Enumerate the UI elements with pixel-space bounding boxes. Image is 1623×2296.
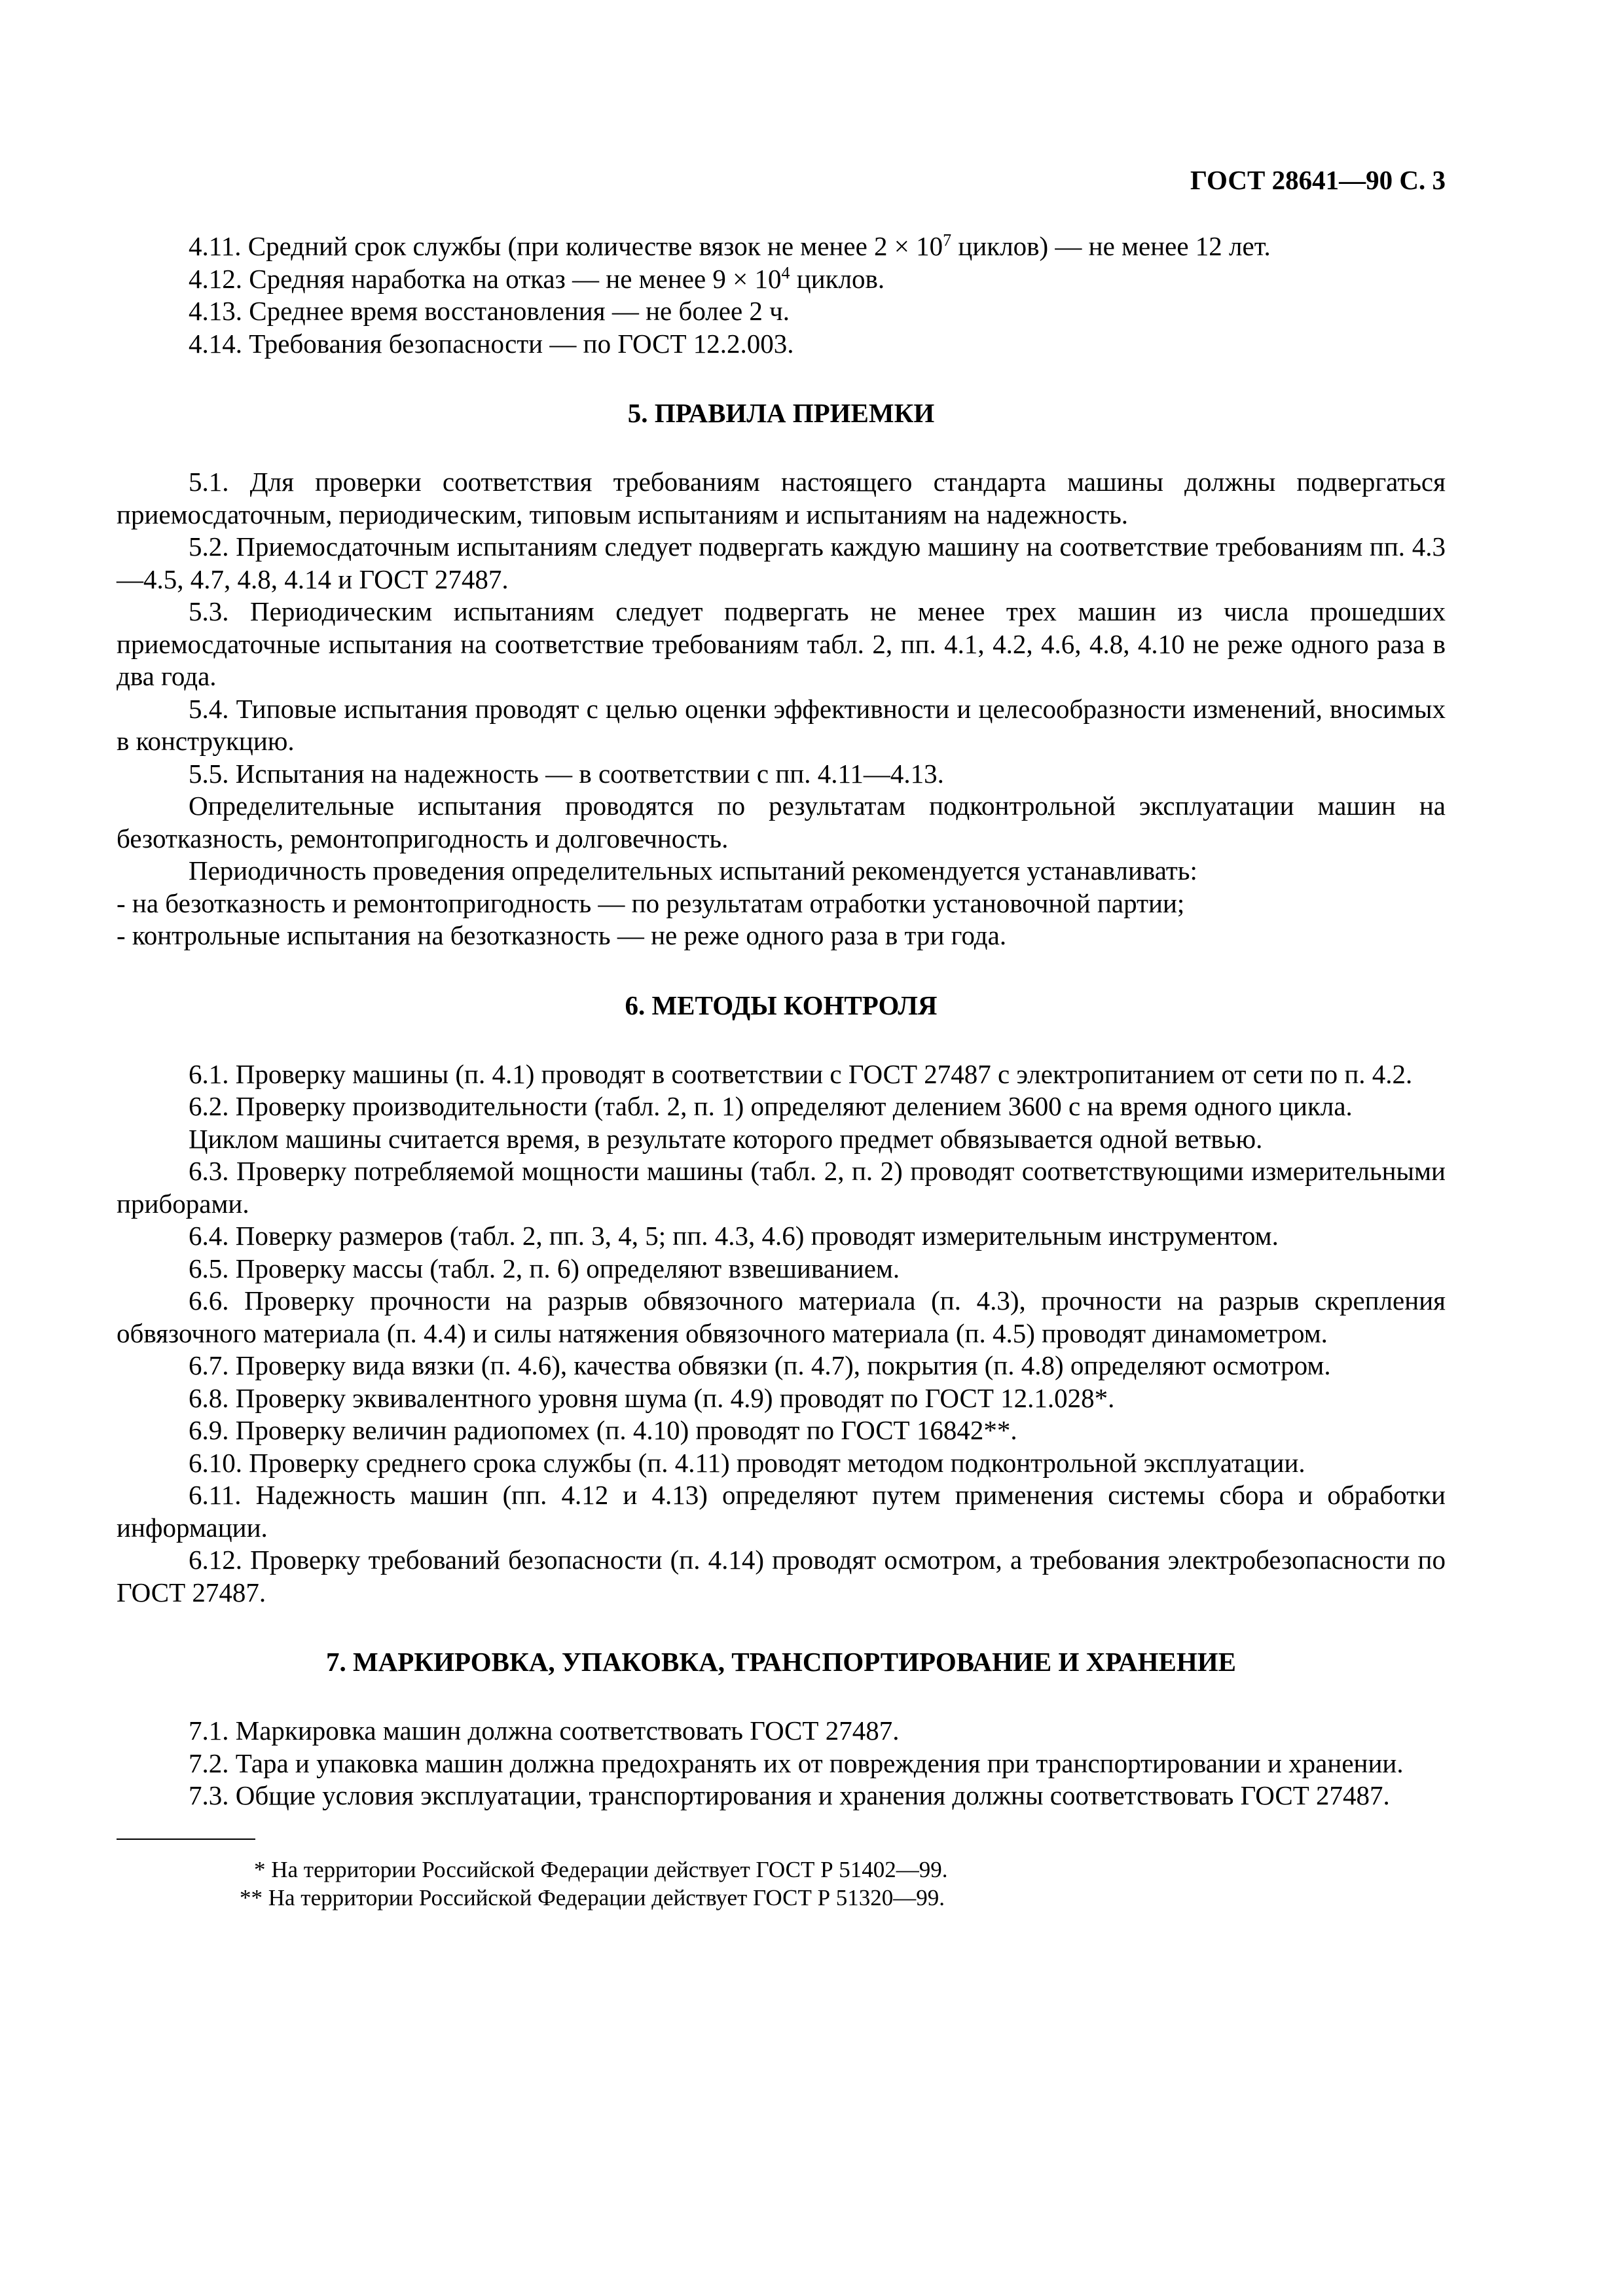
footnote-divider: [117, 1839, 255, 1840]
paragraph-6-1: 6.1. Проверку машины (п. 4.1) проводят в соответствии с ГОСТ 27487 с электропитанием от сети по п. 4.2.: [189, 1058, 1413, 1089]
paragraph-6-10: 6.10. Проверку среднего срока службы (п. 4.11) проводят методом подконтрольной эксплуатации.: [189, 1447, 1305, 1478]
list-item: - контрольные испытания на безотказность — не реже одного раза в три года.: [117, 920, 1007, 950]
paragraph-7-1: 7.1. Маркировка машин должна соответствовать ГОСТ 27487.: [189, 1715, 900, 1746]
section-4-tail: [117, 230, 1446, 360]
document-page: [117, 164, 1446, 1912]
footnote-2: ** На территории Российской Федерации действует ГОСТ Р 51320—99.: [240, 1884, 945, 1910]
paragraph-6-5: 6.5. Проверку массы (табл. 2, п. 6) определяют взвешиванием.: [189, 1253, 900, 1283]
paragraph-6-12: 6.12. Проверку требований безопасности (п. 4.14) проводят осмотром, а требования электробезопасности по ГОСТ 27487.: [117, 1545, 1446, 1607]
running-header: ГОСТ 28641—90 С. 3: [1190, 165, 1446, 195]
paragraph-5-5: 5.5. Испытания на надежность — в соответствии с пп. 4.11—4.13.: [189, 758, 944, 789]
section-6-heading: 6. МЕТОДЫ КОНТРОЛЯ: [625, 990, 938, 1020]
paragraph-periodicity: Периодичность проведения определительных испытаний рекомендуется устанавливать:: [189, 855, 1197, 886]
section-5-body: [117, 466, 1446, 952]
paragraph-6-11: 6.11. Надежность машин (пп. 4.12 и 4.13) определяют путем применения системы сбора и обработки информации.: [117, 1480, 1446, 1543]
exponent: 7: [943, 230, 952, 250]
paragraph-7-2: 7.2. Тара и упаковка машин должна предохранять их от повреждения при транспортировании и хранении.: [189, 1748, 1404, 1778]
paragraph-6-4: 6.4. Поверку размеров (табл. 2, пп. 3, 4, 5; пп. 4.3, 4.6) проводят измерительным инструментом.: [189, 1221, 1279, 1251]
paragraph-5-4: 5.4. Типовые испытания проводят с целью оценки эффективности и целесообразности изменений, вносимых в конструкцию.: [117, 693, 1446, 756]
paragraph-cycle-definition: Циклом машины считается время, в результате которого предмет обвязывается одной ветвью.: [189, 1123, 1263, 1154]
paragraph-6-9: 6.9. Проверку величин радиопомех (п. 4.10) проводят по ГОСТ 16842**.: [189, 1415, 1017, 1445]
section-5-heading: 5. ПРАВИЛА ПРИЕМКИ: [627, 398, 935, 428]
paragraph-6-7: 6.7. Проверку вида вязки (п. 4.6), качества обвязки (п. 4.7), покрытия (п. 4.8) определяют осмотром.: [189, 1350, 1331, 1380]
paragraph-6-3: 6.3. Проверку потребляемой мощности машины (табл. 2, п. 2) проводят соответствующими измерительными приборами.: [117, 1156, 1446, 1219]
footnotes: [117, 1856, 1446, 1912]
paragraph-4-13: 4.13. Среднее время восстановления — не более 2 ч.: [189, 296, 790, 326]
list-item: - на безотказность и ремонтопригодность — по результатам отработки установочной партии;: [117, 888, 1185, 918]
paragraph-definitive-tests: Определительные испытания проводятся по результатам подконтрольной эксплуатации машин на безотказность, ремонтопригодность и долговечность.: [117, 791, 1446, 853]
paragraph-4-12: 4.12. Средняя наработка на отказ — не менее $9 \times 10^4$ циклов.: [189, 262, 885, 294]
paragraph-5-1: 5.1. Для проверки соответствия требованиям настоящего стандарта машины должны подвергаться приемосдаточным, периодическим, типовым испытаниям и испытаниям на надежность.: [117, 467, 1446, 529]
paragraph-4-11: 4.11. Средний срок службы (при количестве вязок не менее $2 \times 10^7$ циклов) — не менее 12 лет.: [189, 230, 1271, 261]
paragraph-5-3: 5.3. Периодическим испытаниям следует подвергать не менее трех машин из числа прошедших приемосдаточные испытания на соответствие требованиям табл. 2, пп. 4.1, 4.2, 4.6, 4.8, 4.10 не реже одного раза в два года.: [117, 596, 1446, 691]
paragraph-6-6: 6.6. Проверку прочности на разрыв обвязочного материала (п. 4.3), прочности на разрыв скрепления обвязочного материала (п. 4.4) и силы натяжения обвязочного материала (п. 4.5) проводят динамометром.: [117, 1285, 1446, 1348]
paragraph-4-14: 4.14. Требования безопасности — по ГОСТ 12.2.003.: [189, 328, 794, 359]
paragraph-6-8: 6.8. Проверку эквивалентного уровня шума (п. 4.9) проводят по ГОСТ 12.1.028*.: [189, 1382, 1115, 1413]
exponent: 4: [781, 262, 790, 282]
paragraph-7-3: 7.3. Общие условия эксплуатации, транспортирования и хранения должны соответствовать ГОСТ 27487.: [189, 1780, 1390, 1810]
section-7-heading: 7. МАРКИРОВКА, УПАКОВКА, ТРАНСПОРТИРОВАНИЕ И ХРАНЕНИЕ: [325, 1647, 1237, 1677]
paragraph-6-2: 6.2. Проверку производительности (табл. 2, п. 1) определяют делением 3600 с на время одного цикла.: [189, 1091, 1353, 1121]
section-7-body: [117, 1715, 1446, 1812]
paragraph-5-2: 5.2. Приемосдаточным испытаниям следует подвергать каждую машину на соответствие требованиям пп. 4.3—4.5, 4.7, 4.8, 4.14 и ГОСТ 27487.: [117, 531, 1446, 594]
section-6-body: [117, 1058, 1446, 1609]
footnote-1: * На территории Российской Федерации действует ГОСТ Р 51402—99.: [254, 1856, 948, 1882]
